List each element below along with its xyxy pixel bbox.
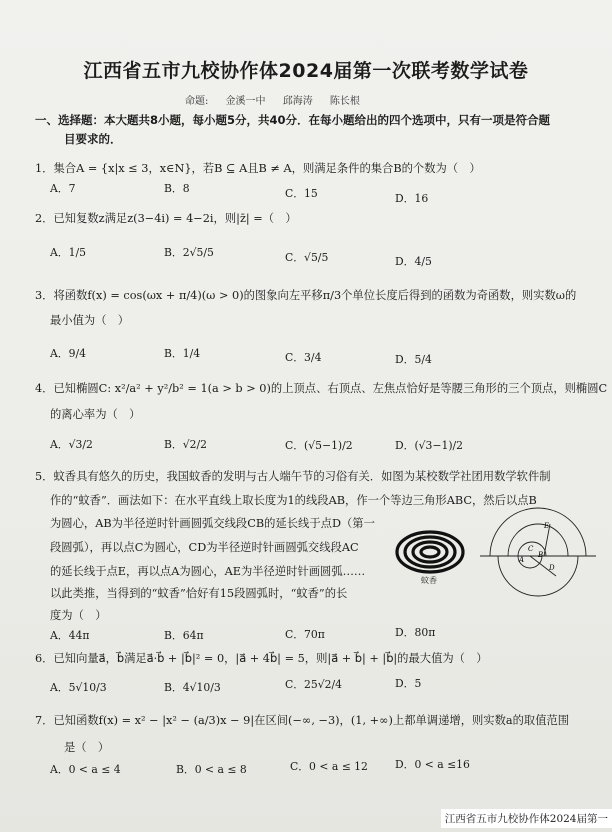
point-c-label: C (528, 545, 534, 553)
page-footer: 江西省五市九校协作体2024届第一 (441, 809, 612, 828)
q5-option-d: D．80π (395, 626, 436, 639)
point-b-label: B (538, 551, 544, 559)
q7-stem-line2: 是（ ） (64, 741, 110, 754)
section-heading-line2: 目要求的． (64, 132, 122, 146)
q6-stem: 6．已知向量a⃗，b⃗满足a⃗·b⃗ + |b⃗|² = 0，|a⃗ + 4b⃗| = 5，则|a⃗ + b⃗| + |b⃗|的最大值为（ ） (35, 652, 488, 665)
q7-option-a: A．0 < a ≤ 4 (50, 763, 121, 776)
q3-option-d: D．5/4 (395, 353, 432, 366)
q4-option-c: C．(√5−1)/2 (285, 439, 353, 452)
q4-option-d: D．(√3−1)/2 (395, 439, 464, 452)
q5-option-c: C．70π (285, 628, 325, 641)
section-heading-line1: 一、选择题：本大题共8小题，每小题5分，共40分．在每小题给出的四个选项中，只有一项是符合题 (35, 113, 551, 127)
q6-option-b: B．4√10/3 (164, 681, 221, 694)
q2-option-b: B．2√5/5 (164, 246, 214, 259)
q1-option-d: D．16 (395, 192, 429, 205)
q1-option-c: C．15 (285, 187, 318, 200)
q2-option-a: A．1/5 (50, 246, 86, 259)
q5-line7: 度为（ ） (50, 609, 107, 622)
q7-stem: 7．已知函数f(x) = x² − |x² − (a/3)x − 9|在区间(−∞, −3)，(1, +∞)上都单调递增，则实数a的取值范围 (35, 714, 570, 727)
q4-option-b: B．√2/2 (164, 438, 207, 451)
q5-option-b: B．64π (164, 629, 204, 642)
q5-line6: 以此类推，当得到的“蚊香”恰好有15段圆弧时，“蚊香”的长 (50, 587, 348, 600)
q1-option-b: B．8 (164, 182, 190, 195)
q7-option-c: C．0 < a ≤ 12 (290, 760, 368, 773)
point-e-label: E (544, 522, 550, 530)
q4-option-a: A．√3/2 (50, 438, 93, 451)
q3-option-a: A．9/4 (50, 347, 86, 360)
point-d-label: D (549, 564, 555, 572)
q3-option-b: B．1/4 (164, 347, 201, 360)
q3-stem-line2: 最小值为（ ） (50, 314, 130, 327)
q4-stem: 4．已知椭圆C: x²/a² + y²/b² = 1(a > b > 0)的上顶点、右顶点、左焦点恰好是等腰三角形的三个顶点，则椭圆C (35, 382, 608, 395)
q2-stem: 2．已知复数z满足z(3−4i) = 4−2i，则|z̄| =（ ） (35, 212, 297, 225)
q2-option-c: C．√5/5 (285, 251, 329, 264)
q5-option-a: A．44π (50, 629, 90, 642)
authors-line: 命题: 金溪一中 邱海涛 陈长根 (185, 96, 360, 107)
q3-stem: 3．将函数f(x) = cos(ωx + π/4)(ω > 0)的图象向左平移π/3个单位长度后得到的函数为奇函数，则实数ω的 (35, 289, 577, 302)
q5-line3: 为圆心，AB为半径逆时针画圆弧交线段CB的延长线于点D（第一 (50, 517, 375, 530)
q1-stem: 1．集合A = {x|x ≤ 3，x∈N}，若B ⊆ A且B ≠ A，则满足条件的集合B的个数为（ ） (35, 162, 481, 175)
mosquito-coil-label: 蚊香 (421, 576, 437, 585)
exam-title: 江西省五市九校协作体2024届第一次联考数学试卷 (83, 60, 529, 82)
q3-option-c: C．3/4 (285, 351, 322, 364)
q5-line1: 5．蚊香具有悠久的历史，我国蚊香的发明与古人端午节的习俗有关．如图为某校数学社团用数学软件制 (35, 470, 551, 483)
q4-stem-line2: 的离心率为（ ） (50, 408, 141, 421)
spiral-construction-figure (478, 506, 598, 601)
q6-option-a: A．5√10/3 (50, 681, 107, 694)
q1-option-a: A．7 (50, 182, 76, 195)
q7-option-d: D．0 < a ≤16 (395, 758, 470, 771)
point-a-label: A (519, 556, 525, 564)
q5-line2: 作的“蚊香”．画法如下：在水平直线上取长度为1的线段AB，作一个等边三角形ABC，然后以点B (50, 494, 537, 507)
q2-option-d: D．4/5 (395, 255, 432, 268)
q7-option-b: B．0 < a ≤ 8 (176, 763, 247, 776)
q6-option-c: C．25√2/4 (285, 678, 343, 691)
q6-option-d: D．5 (395, 677, 422, 690)
q5-line4: 段圆弧），再以点C为圆心，CD为半径逆时针画圆弧交线段AC (50, 541, 359, 554)
q5-line5: 的延长线于点E，再以点A为圆心，AE为半径逆时针画圆弧…… (50, 565, 366, 578)
